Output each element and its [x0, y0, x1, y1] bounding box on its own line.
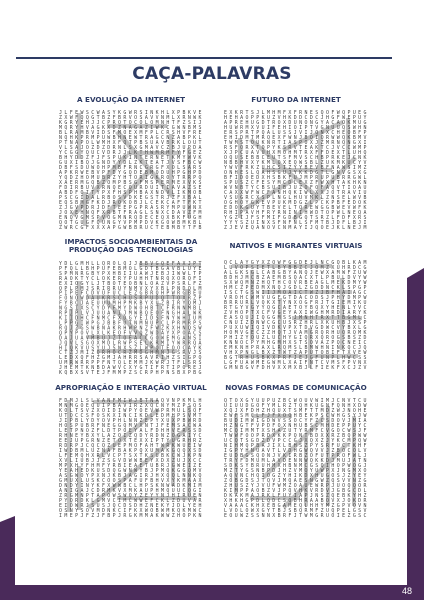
- grid-row: B L R A M B V I D S F M O E X M F P L C R S H V F R E: [59, 130, 203, 137]
- top-divider: [16, 57, 392, 59]
- letter-grid: [57, 108, 205, 232]
- grid-row: V R O H C W M V U G F G T D A C O D S J P H Y D M P W: [224, 295, 368, 302]
- grid-row: H M C Z P E D M X N Q J G D L Z G D D N C K L S P G P: [224, 285, 368, 292]
- grid-row: N G S I X S C Y D Y F M Y D W O H B T C F R N N M B L: [59, 305, 203, 312]
- grid-row: X Q J X F D H Z H Q U X T S M F T T M D Z W J N O H E: [224, 408, 368, 415]
- grid-row: J H E M T K N B D A W V C X Y G T I F R T I P O R E J: [59, 364, 203, 371]
- word-search-nativos: [220, 238, 372, 372]
- grid-row: H U W R M X V U I F E H I O I P T V G N U U Q S W H N: [224, 125, 368, 132]
- grid-row: B F I D O E D X H S B K F U J M P R U P U B R R G W L: [224, 175, 368, 182]
- page-title: CAÇA-PALAVRAS: [132, 64, 292, 84]
- grid-row: A P R E H U G D T R O X D U N O N G Y A C A O K M U G: [224, 120, 368, 127]
- grid-row: R H N E Y B X Y L A Z Q I Z Q D Y R D N Z O G A I Y C: [59, 433, 203, 440]
- grid-row: K I I D H C F N M C F X D G Y E I D S F N Y W H I U M: [59, 315, 203, 322]
- grid-row: F D M J L S L V A N F M I W J B T N A Q V N P K M L H: [59, 398, 203, 405]
- grid-rows: [59, 261, 203, 376]
- grid-row: H I Q K V U S Y U J S N X S Z L W P Q T E O O C A Y K: [59, 345, 203, 352]
- grid-row: E Q S B M G F K D J R Q K O B J L C E K C A F T F K T: [59, 200, 203, 207]
- grid-row: A S G W O Y P X N J K B J A G I R J H X Q Q L N N K Q: [59, 473, 203, 480]
- grid-row: L G F U A W M E G W M L X A I F N T C V M S F P V N X: [224, 360, 368, 367]
- grid-row: Y E A H E D K U S D Q G W N W Y B J P M Q K G G Q M V: [59, 468, 203, 475]
- grid-row: Z W R C G F X X X A P G W B B R U C T E B M B Y T F B: [59, 225, 203, 232]
- grid-row: F Y B C J A E U U U M H P M K B Y X U Z B I R Y Q M J: [59, 300, 203, 307]
- grid-row: E W F S M C L F J F X O Q H B E K P S C W H G S Y J W: [224, 413, 368, 420]
- grid-row: E X K R T S J L M H M F X F R N E S Q O F W Q P U E G: [224, 110, 368, 117]
- grid-row: S P U S Z C F E S Y M C D L E X Z F W X H T A K H K N: [224, 180, 368, 187]
- grid-row: A Q V N C H Q I O G Z Y H I K D X H U G O S J Z Y E Y: [224, 473, 368, 480]
- grid-row: D N D Y I N Y K F X W W B C L H P S K N W A D K M I M: [59, 483, 203, 490]
- grid-row: R D R P J C Q C Q Z U E P M O F A H T W R K W U E I W: [59, 443, 203, 450]
- grid-row: T W M S T O U K N R T I A S P O X J Z M R N Q N G X I: [224, 140, 368, 147]
- grid-row: D B F S D U W O H P M B F R N C G R G F X O L S A R S: [59, 165, 203, 172]
- grid-row: N I H M Q P B A J I X L B H S Z P Y S R F U C T K H F: [224, 443, 368, 450]
- grid-row: L V O L O W X G Y T B J S B Q R M F Z U Q P E L G S V: [224, 508, 368, 515]
- grid-rows: [59, 110, 203, 231]
- grid-row: P U X U W I Q I V D K V P X T D V G D W C V Y B X L G: [224, 325, 368, 332]
- grid-row: P Y Q R D K L G M V C I M C W W E F C K L Z D U V A R: [59, 498, 203, 505]
- puzzle-title: APROPRIAÇÃO E INTERAÇÃO VIRTUAL: [55, 383, 207, 392]
- grid-row: C T Z J M I Z Q R H O C R Z M D G H M N J G S R V J S: [59, 350, 203, 357]
- page-number: 48: [401, 586, 412, 596]
- grid-row: H O S P U B R F N E G G Q M V X N T J F E M S A C W A: [59, 423, 203, 430]
- grid-row: V A A A C K H X E B G A M E Q L H H Y M Z G P V Q V N: [224, 503, 368, 510]
- grid-rows: [224, 260, 368, 371]
- grid-row: S X W Q M N Z H Q T H C O V R B E A G L M E K D M Y W: [224, 280, 368, 287]
- grid-row: U I U U D G O F Y M L R Z T Q H K U G N F Q N H X D W: [224, 403, 368, 410]
- grid-row: X J P C U A V U H X M O H M T R X F F D E X T L U H Q: [224, 150, 368, 157]
- grid-row: E U D B G S Q O N J V K I R B Z O F U T P R O F W L J: [224, 453, 368, 460]
- grid-row: Y D L G M H L L Q R O L Q J J B B V G Q E F A X J P T: [59, 260, 203, 267]
- grid-row: H O M V G E C Z Z H Q T J V A M G R Q R H U Q R Q M K: [224, 330, 368, 337]
- grid-row: Z J E V E Q A N O V C N M A Y I J Q O E J K L N E J M: [224, 225, 368, 232]
- grid-row: R A O K T Y C L O K E R Y P U H H T N R Q X O R Q F I: [59, 275, 203, 282]
- grid-row: V H X P N G L B X Z T W T Z A P U T O B I F T X V E W: [224, 350, 368, 357]
- grid-row: Y W V F R K Z U H C S I Z Y Y B E V B F N A W S I M Z: [224, 165, 368, 172]
- grid-row: E I O W R J S U S J Q C D S D H Z N E K Y J D L Y E H: [59, 503, 203, 510]
- grid-row: I M E P J F Z J F B P J R G K M M A K W W Z H O P K N: [59, 513, 203, 520]
- grid-row: N B B H V X Y K M L O X E Q W S B L Z U K M K U C Y V: [224, 160, 368, 167]
- grid-row: J Q V L S G O X M D L R W P S E L K R M I Y W R R Q A: [59, 340, 203, 347]
- grid-row: P I P E F C D V U F U C L E Z G B R Q H P W R G B E U: [59, 290, 203, 297]
- grid-row: E H I D M T M R Q E X F W N J B Q I Q R W W Q K B M V: [224, 135, 368, 142]
- grid-row: X H K H G P D L Q D C S Q B H R A A B O V X J O K D R: [224, 498, 368, 505]
- grid-row: X V L I U B J J Z S G V D W W B E Y X D X Z U J X C C: [59, 458, 203, 465]
- grid-row: M C Q I M M T X S H A Z U T Y R M F C V G O C W S J F: [224, 428, 368, 435]
- grid-row: P T N A P O L W M H X F Q T P B S U A V B R K L O U T: [59, 140, 203, 147]
- grid-row: K O L T S V Z X O I D I W P Y O E V W P R M U L S Q F: [59, 408, 203, 415]
- grid-row: R S F Q R X T Q P Y K S R V T E A K T C J V C C W M P: [224, 145, 368, 152]
- grid-row: F O N O W D A U K R S C H U S R P U D Q T T O X R Z P: [59, 295, 203, 302]
- grid-row: E O U W Z S S N N X B R F J T W M G R U O I E Z G S C: [224, 513, 368, 520]
- grid-row: I S C T G S W I I J M O A I C T W Z J B F H A I A G C: [224, 290, 368, 297]
- letter-grid-svg: [57, 259, 205, 377]
- grid-row: M N M G O E Q U I P B A V I R Z X Q C N Y M Z P S Q S: [59, 403, 203, 410]
- grid-row: Z V H O P T X C F V G E Y A X I W G H M R D I A R Y K: [224, 310, 368, 317]
- grid-row: A B D F Q I T Y P X F H S P H B A X N D V L I K M O B: [59, 190, 203, 197]
- puzzle-title: IMPACTOS SOCIOAMBIENTAIS DA PRODUÇÃO DAS TECNOLOGIAS: [64, 237, 198, 255]
- grid-row: K G R Y E H J J C P R O T O C O L O M N H T F Z S I J: [59, 120, 203, 127]
- grid-row: M Z T Y G S N B P D J H Z V M Q Y U W P X J N G M X O: [224, 468, 368, 475]
- letter-grid: [57, 396, 205, 520]
- grid-row: Y Q D Z H O M U B R Z Y H T O R I G K R O Y T R R P Q: [59, 175, 203, 182]
- grid-row: A P K R W E B V P F D Y G Q D E B M Q D U H P G H P D: [59, 170, 203, 177]
- grid-row: P H I Z Y O U Z L U C H Y G I Q R X Q R O G S B S Z D: [224, 335, 368, 342]
- grid-row: Q T O X G Y U U P U Z B C W O U V W I M J C N V T C U: [224, 398, 368, 405]
- word-search-evolucao: [55, 96, 207, 232]
- word-search-impactos: [55, 238, 207, 377]
- letter-grid: [222, 108, 370, 232]
- grid-rows: [224, 398, 368, 519]
- word-search-comunicacao: [220, 384, 372, 520]
- grid-row: E D O K G U Y T B E V E L T Q R E W G G B W E V W F K: [224, 205, 368, 212]
- grid-row: S D K S Y B R U H M X H B N M C G S Q I H O P W O G J: [224, 463, 368, 470]
- letter-grid: [57, 259, 205, 377]
- grid-row: R Q J Z G S W B N A K R H W P N Z F W Z K X H N Q S W: [59, 325, 203, 332]
- word-search-futuro: [220, 96, 372, 232]
- grid-row: E M K N H P R A X L R Q M S L B M W H N I N K Q C J Q: [224, 345, 368, 352]
- letter-grid: [222, 396, 370, 520]
- letter-grid-svg: [57, 108, 205, 232]
- grid-row: E E J U P G R N Z E T O X T E X X I P T Y U G R H R Z: [59, 438, 203, 445]
- grid-row: A L G K S G L C A B G B Y A N Q J E W X A M W F Z U W: [224, 270, 368, 277]
- grid-row: O S N Y S O V M D N K C I F K X W O B W M K Q K M W C: [59, 508, 203, 515]
- grid-row: L P P G I W P G J B B F U T N M N U P C L P R M R P S: [59, 320, 203, 327]
- grid-row: G M U X L U S K C O O S P A F U F B H V X Y K M A A X: [59, 478, 203, 485]
- grid-row: G M N B G V F D H V X X M X B J L F I E K F X C J Z V: [224, 365, 368, 372]
- grid-row: K N N O C P Y M H G M H X S T S O V A Z P Q C N E I C: [224, 340, 368, 347]
- puzzle-title: FUTURO DA INTERNET: [251, 95, 341, 104]
- grid-row: J L F E W S C W A S Y K G W R S I N K H L X P B K V E: [59, 110, 203, 117]
- grid-row: E A S Q U J I Q G G M S S J M N H T R X T T B G M L C: [224, 315, 368, 322]
- grid-row: U C Q T S G D Z D V P C C G J X Q X Z J Y K C M P Q W: [224, 438, 368, 445]
- grid-row: O N H E S L Q A H S G U J Y K K D G T L G N V G S X G: [224, 170, 368, 177]
- grid-row: Z J G V P D R J D F T E E P G P R A S R Y M P U W N X: [59, 205, 203, 212]
- grid-row: E R S P R T P Q A L U S S J V I J Q N X C H E O B F P: [224, 130, 368, 137]
- grid-row: Z H U S Z Y J V U F W M Z O A U E W R P J U O Q Q O R: [224, 483, 368, 490]
- grid-row: B R R U R L V Q K X T Y N X O G F R J T G I E M I K U: [224, 300, 368, 307]
- grid-row: B D H J M C B Z A E M B S Q A C X T L P B U L D V Y W: [224, 275, 368, 282]
- grid-row: G U X I B Q J G N D Y Y D L Z K T E A T J V S F B C W: [59, 160, 203, 167]
- grid-row: P S C G I D A L R B O S V D K E G S T R J Z F X B A L: [59, 195, 203, 202]
- grid-row: N Q H K P R M P U W B H N E W T R A G C N Z A B P K L: [59, 135, 203, 142]
- grid-row: D K A K M A J R K L F U Y I A P J N S Z Q E B K Y H Z: [224, 493, 368, 500]
- grid-row: C N U I Z D N W C G C U S R Z H R L X K U H B J X S P: [224, 320, 368, 327]
- grid-row: K I M P P A O B Z V J P Q V H K V R D V J G B G C D L: [224, 488, 368, 495]
- grid-rows: [59, 398, 203, 519]
- grid-row: Q O T G U G F Q U N G Y V P M P D V K G O W B M K B L: [59, 220, 203, 227]
- grid-row: X A E R M G Q B Z O M P B S G F M S P E R M E X V K S: [59, 180, 203, 187]
- grid-row: B U D I M W I G D W V S S O C Y F Z C S D O V J M I A: [224, 418, 368, 425]
- grid-row: U T Q C C S F O S K X I N C I K D L E D M H P S V M T: [59, 413, 203, 420]
- grid-row: L E T P N O Z F L D T P O E Y A L F D H H V E R S S D: [59, 428, 203, 435]
- grid-row: Z O B G D S J T Q V J M Q A E S N G W Z Q S V V N Z G: [224, 478, 368, 485]
- grid-row: R P J P L V J U U A N I J M W B Q E O F N G H A L W K: [59, 310, 203, 317]
- puzzle-title: NOVAS FORMAS DE COMUNICAÇÃO: [225, 383, 367, 392]
- grid-row: F D I R B U V X R N Q E C Q U R D U I T I A V A Z S E: [59, 185, 203, 192]
- grid-row: R T G Y V G Y Y Q G C A E T O Y B Q X Y H E N L Y V C: [224, 305, 368, 312]
- grid-row: P F Q L L B H P U F E B M O L G D T B G A V B L U Y E: [59, 265, 203, 272]
- grid-row: R H I P A V H F R Y R N I N I H W D T O P W L N E Q A: [224, 210, 368, 217]
- grid-row: B G T R H U S B K X P R F J E J G F U N P L H W C S S: [224, 355, 368, 362]
- grid-row: L F E M Q H X R L V C P T S X T K S U B K C W J K P N: [59, 453, 203, 460]
- letter-grid-svg: [222, 396, 370, 520]
- puzzle-title: NATIVOS E MIGRANTES VIRTUAIS: [229, 241, 363, 250]
- grid-row: E X I O G Y L J T B O T E O B N L O A Z V P S R L F Z: [59, 280, 203, 287]
- grid-row: J O X E H N Q F X R B T F R A G L S N X C D A V Z F M: [59, 210, 203, 217]
- grid-row: D A J U A V M B U J Z T O E A C C G O W E M G A N S I: [59, 335, 203, 342]
- grid-row: L U V O P S I E T L B Y B B Z C J O M Z X U H R D C G: [224, 265, 368, 272]
- grid-row: H Z N G T F V P D F O X N H U B S C M H D E P P U Y C: [224, 423, 368, 430]
- grid-row: O P L P M J S R I R R U Y N M V X Y X B L P N D Q L M: [59, 285, 203, 292]
- grid-row: V L S A J O Z D Z D R N L S X G M A V C Z B J U P D A: [59, 145, 203, 152]
- grid-row: S P M N R G B Y P X H B I I U A W J E B J I W W L T P: [59, 270, 203, 277]
- grid-row: Q C L A Y G Y X Z O W F G G D E J L N C G Q B L K A M: [224, 260, 368, 267]
- word-search-apropriacao: [55, 384, 207, 520]
- letter-grid-svg: [222, 108, 370, 232]
- grid-row: H E H A O P P K U Z V H K D D C D C J H G F W E P U Y: [224, 115, 368, 122]
- grid-row: W V N B T Y C B S U I B J U Z O F Q F A Q V T I O A U: [224, 185, 368, 192]
- grid-row: O Q U S E B B C E U T S F M V S C H B P R K E J C N K: [224, 155, 368, 162]
- grid-rows: [224, 110, 368, 231]
- grid-row: Y Y Y S Z U I N X S F N F N L S F M T B J D F L B J I: [224, 220, 368, 227]
- letter-grid-svg: [222, 258, 370, 372]
- grid-row: Z X W F Q Q G T B Z F B R V O S A V V N M L X R N W K: [59, 115, 203, 122]
- grid-row: M Q R Y H V A G K X D Z N A G A Z I W K C G W N B M S: [59, 125, 203, 132]
- grid-row: Y G Z I J F S F M I F G D B G Q T S R Z L F D F X R S: [224, 215, 368, 222]
- letter-grid-svg: [57, 396, 205, 520]
- grid-row: O G H O Y G K E V P U K M D G Z L P C K P B F E D O K: [224, 200, 368, 207]
- grid-row: A N I G A J C D R M K V X M K A U P H M Q U U C Q G I: [59, 488, 203, 495]
- grid-row: I G P Y H N U A V T L V D H G W Q V V J Z B O C O L V: [224, 448, 368, 455]
- grid-row: Z R G M N P T A P O W S W Q Y Z E Y Y N J H I R U E N: [59, 493, 203, 500]
- grid-row: I W D B M L U Z N A F B A K P Q X U M A K G Q Q X S D: [59, 448, 203, 455]
- grid-row: J I P B L Y D Y O V P H L N N Z E P Y X U X P B W R D: [59, 418, 203, 425]
- grid-row: U M R W R R P P F N T Q L E M M J K W R J T F L S R S: [59, 359, 203, 366]
- grid-row: V S U G R C X S P L N G L H U V M K L Z N S E L W V B: [224, 195, 368, 202]
- grid-row: C A X X W F W C F A N H Q K I W L X X J O T R A V I U: [224, 190, 368, 197]
- grid-row: Q P Y P O V L X L K E O F V V Q Z W D A Y X P O A C S: [59, 330, 203, 337]
- grid-row: E N Q V G M S P V O G M N R Q D E C E Q X B K F U G H: [59, 215, 203, 222]
- grid-row: M P X H Y F H M F Y R B I E A E T U B R J G W E I Z E: [59, 463, 203, 470]
- letter-grid: [222, 258, 370, 372]
- puzzle-title: A EVOLUÇÃO DA INTERNET: [76, 95, 186, 104]
- grid-row: K Q B X S V T E J F M M P Z S C R P H P N S B X P B G: [59, 369, 203, 376]
- grid-row: B H Y D D Z F J F S P U K I N T E R N E T K M Y W V K: [59, 155, 203, 162]
- grid-row: T R Y F D M U M L A V D E N N W Q K K D J M U J A T N: [224, 458, 368, 465]
- grid-row: L E D X Q F H Z G M J A H R R S A V R I H Z S I G P Q: [59, 354, 203, 361]
- grid-row: T W W F O O P R D X K K P Q N T B D X X R Z B Q P W W: [224, 433, 368, 440]
- grid-row: Y C G G Y Q U C V D R J J L K T H W M R M F Y F G E Z: [59, 150, 203, 157]
